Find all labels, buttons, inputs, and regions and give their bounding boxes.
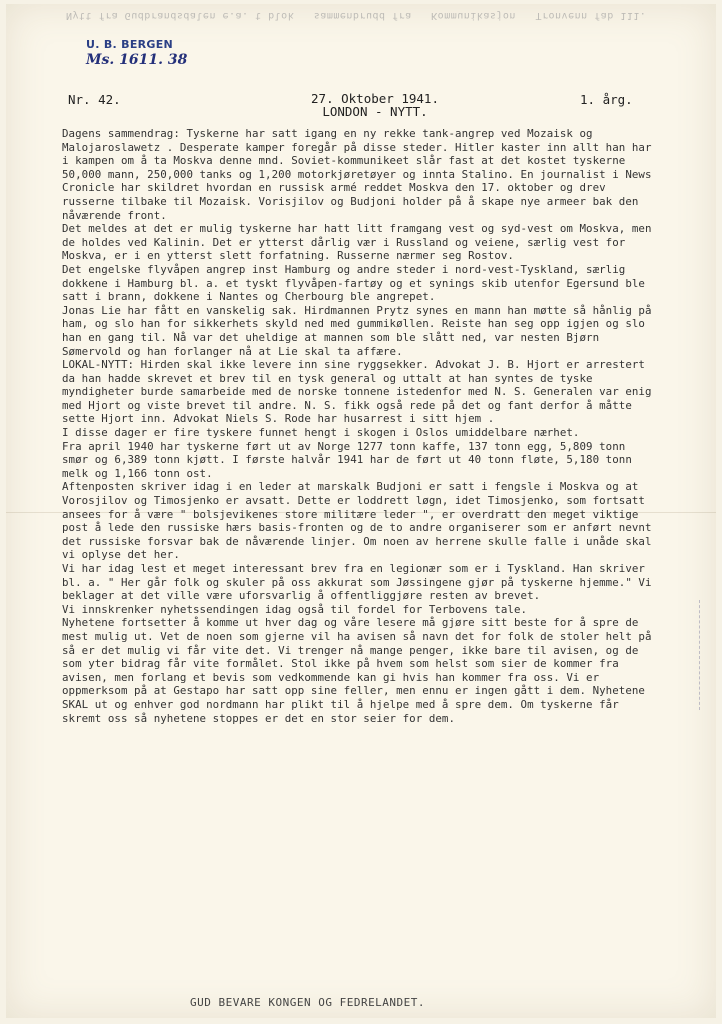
paragraph: Jonas Lie har fått en vanskelig sak. Hirdmannen Prytz synes en mann han møtte så hånlig på ham, og slo han for sikkerhets skyld ned med gummikøllen. Reiste han seg opp igjen og slo han en gang til. Nå var det uheldige at mannen som ble slått ned, var nesten Bjørn Sømervold og han forlanger nå at Lie skal ta affære. [62, 303, 652, 358]
paragraph: LOKAL-NYTT: Hirden skal ikke levere inn sine ryggsekker. Advokat J. B. Hjort er arrestert da han hadde skrevet et brev til en tysk general og uttalt at han syntes de tyske myndigheter burde samarbeide med de norske tonnene istedenfor med N. S. Generalen var enig med Hjort og viste brevet til andre. N. S. fikk også rede på det og fant derfor å måtte sette Hjort inn. Advokat Niels S. Rode har husarrest i sitt hjem . [62, 358, 652, 426]
closing-motto: GUD BEVARE KONGEN OG FEDRELANDET. [190, 996, 426, 1009]
paragraph: Vi innskrenker nyhetssendingen idag også til fordel for Terbovens tale. [62, 602, 528, 616]
paragraph: Nyhetene fortsetter å komme ut hver dag og våre lesere må gjøre sitt beste for å spre de mest mulig ut. Vet de noen som gjerne vil ha avisen så navn det for folk de stoler helt på så er det mulig vi får vite det. Vi trenger nå mange penger, ikke bare til avisen, og de som yter bidrag får vite formålet. Stol ikke på hvem som helst som sier de kommer fra avisen, men forlang et bevis som vedkommende kan gi hvis han kommer fra oss. Vi er oppmerksom på at Gestapo har satt opp sine feller, men ennu er ingen gått i dem. Nyhetene SKAL ut og enhver god nordmann har plikt til å hjelpe med å spre dem. Om tyskerne får skremt oss så nyhetene stoppes er det en stor seier for dem. [62, 616, 652, 725]
bleed-through-text: Nytt fra Gudbrandsdalen e.a. t blok sammenbrudd fra Kommunikasjon Tronvenn fab 111. [66, 10, 647, 21]
issue-date: 27. Oktober 1941. [311, 91, 439, 106]
paragraph: Det meldes at det er mulig tyskerne har hatt litt framgang vest og syd-vest om Moskva, men de holdes ved Kalinin. Det er ytterst dårlig vær i Russland og veiene, særlig vest for Moskva, er i en ytterst slett forfatning. Russerne nærmer seg Rostov. [62, 222, 652, 263]
paragraph: I disse dager er fire tyskere funnet hengt i skogen i Oslos umiddelbare nærhet. [62, 426, 580, 440]
paragraph: Det engelske flyvåpen angrep inst Hamburg og andre steder i nord-vest-Tyskland, særlig dokkene i Hamburg bl. a. et tyskt flyvåpen-fartøy og et synings skib utenfor Egersund ble satt i brann, dokkene i Nantes og Cherbourg ble angrepet. [62, 262, 645, 304]
header-center [290, 92, 460, 118]
margin-marks [681, 600, 700, 710]
library-stamp: U. B. BERGEN [86, 38, 174, 51]
article-body [62, 127, 652, 725]
paragraph: Aftenposten skriver idag i en leder at marskalk Budjoni er satt i fengsle i Moskva og at Vorosjilov og Timosjenko er avsatt. Dette er loddrett løgn, idet Timosjenko, som fortsatt ansees for å være " bolsjevikenes store militære leder ", er overdratt den meget viktige post å lede den russiske hærs basis-fronten og de to andre organiserer som er anført nevnt det russiske forsvar bak de nåværende linjer. Om noen av herrene skulle falle i unåde skal vi oplyse det her. [62, 480, 652, 562]
volume-label: 1. årg. [580, 92, 633, 107]
newsletter-title: LONDON - NYTT. [322, 104, 428, 119]
issue-number: Nr. 42. [68, 92, 121, 107]
paragraph: Dagens sammendrag: Tyskerne har satt igang en ny rekke tank-angrep ved Mozaisk og Malojaroslawetz . Desperate kamper foregår på disse steder. Hitler kaster inn allt han har i kampen om å ta Moskva denne mnd. Soviet-kommunikeet slår fast at det kostet tyskerne 50,000 mann, 250,000 tanks og 1,200 motorkjøretøyer og innta Stalino. En journalist i News Cronicle har skildret hvordan en russisk armé reddet Moskva den 17. oktober og drev russerne tilbake til Mozaisk. Vorisjilov og Budjoni holder på å skape nye armeer bak den nåværende front. [62, 127, 652, 222]
paragraph: Fra april 1940 har tyskerne ført ut av Norge 1277 tonn kaffe, 137 tonn egg, 5,809 tonn smør og 6,389 tonn kjøtt. I første halvår 1941 har de ført ut 40 tonn fløte, 5,180 tonn melk og 1,166 tonn ost. [62, 439, 632, 480]
paragraph: Vi har idag lest et meget interessant brev fra en legionær som er i Tyskland. Han skriver bl. a. " Her går folk og skuler på oss akkurat som Jøssingene gjør på tyskerne hjemme." Vi beklager at det ville være uforsvarlig å offentliggjøre resten av brevet. [62, 562, 652, 603]
shelfmark: Ms. 1611. 38 [86, 52, 188, 68]
